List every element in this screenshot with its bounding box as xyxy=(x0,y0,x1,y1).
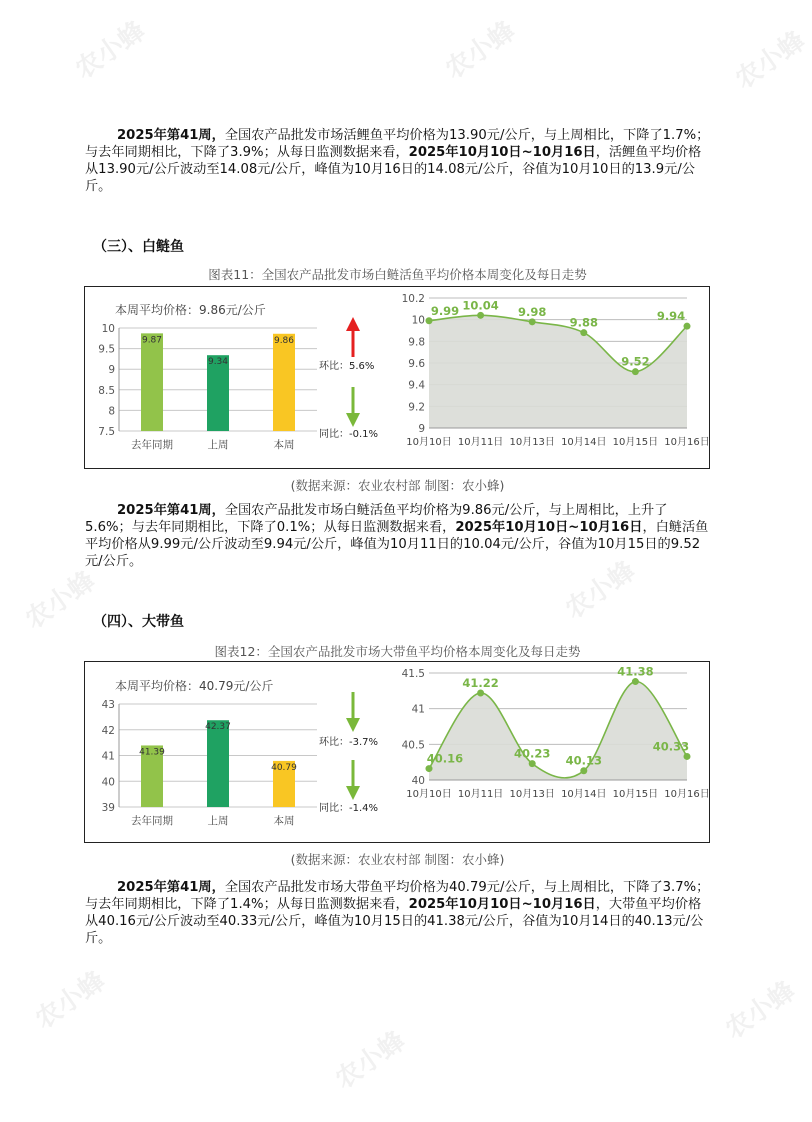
x-tick-label: 10月15日 xyxy=(612,789,659,800)
chart-box-silver-carp xyxy=(84,286,710,469)
x-tick-label: 10月16日 xyxy=(664,437,710,448)
x-tick-label: 10月15日 xyxy=(612,437,659,448)
y-tick-label: 42 xyxy=(101,724,115,737)
weekly-bar-chart xyxy=(85,662,391,842)
data-label: 40.16 xyxy=(426,751,464,766)
bar xyxy=(141,333,163,431)
data-point xyxy=(426,765,433,772)
data-label: 10.04 xyxy=(462,298,499,313)
weekly-bar-chart xyxy=(85,287,391,468)
date-range: 2025年10月10日~10月16日 xyxy=(455,520,643,535)
data-label: 40.13 xyxy=(565,753,602,768)
x-tick-label: 10月11日 xyxy=(457,789,504,800)
y-tick-label: 7.5 xyxy=(98,426,115,438)
paragraph-text: 全国农产品批发市场大带鱼平均价格为40.79元/公斤，与上周相比，下降了3.7%；与去年同期相比，下降了1.4%；从每日监测数据来看， xyxy=(85,880,710,912)
data-source: (数据来源：农业农村部 制图：农小蜂) xyxy=(290,852,505,867)
figure-caption: 图表12：全国农产品批发市场大带鱼平均价格本周变化及每日走势 xyxy=(214,644,581,659)
data-point xyxy=(684,323,691,330)
x-tick-label: 去年同期 xyxy=(131,815,173,827)
x-tick-label: 10月11日 xyxy=(457,437,504,448)
y-tick-label: 39 xyxy=(101,802,115,814)
bar-value-label: 9.87 xyxy=(141,335,163,346)
watermark: 农小蜂 xyxy=(559,555,641,626)
y-tick-label: 9.8 xyxy=(408,336,425,349)
watermark: 农小蜂 xyxy=(329,1025,411,1096)
carp-paragraph xyxy=(85,127,710,195)
watermark: 农小蜂 xyxy=(719,975,801,1046)
huanbi-label: 环比：5.6% xyxy=(319,361,375,372)
data-label: 40.23 xyxy=(514,746,551,761)
bar-value-label: 41.39 xyxy=(139,747,165,758)
x-tick-label: 10月13日 xyxy=(509,437,555,448)
data-point xyxy=(684,753,691,760)
tongbi-label: 同比：-0.1% xyxy=(319,429,379,440)
up-arrow-icon-head xyxy=(346,317,360,331)
paragraph-text: 全国农产品批发市场活鲤鱼平均价格为13.90元/公斤，与上周相比，下降了1.7%；与去年同期相比，下降了3.9%；从每日监测数据来看， xyxy=(85,128,710,160)
x-tick-label: 上周 xyxy=(207,439,229,451)
data-label: 41.38 xyxy=(617,664,654,679)
x-tick-label: 去年同期 xyxy=(131,439,173,451)
weekly-average-label: 本周平均价格：40.79元/公斤 xyxy=(115,679,274,693)
y-tick-label: 10 xyxy=(411,314,425,327)
data-point xyxy=(632,678,639,685)
x-tick-label: 10月14日 xyxy=(561,437,607,448)
data-source: (数据来源：农业农村部 制图：农小蜂) xyxy=(290,478,505,493)
data-label: 40.33 xyxy=(652,739,690,754)
data-point xyxy=(529,760,536,767)
section-heading-hairtail: （四）、大带鱼 xyxy=(93,614,184,630)
y-tick-label: 41.5 xyxy=(401,668,425,680)
watermark: 农小蜂 xyxy=(729,25,811,96)
y-tick-label: 9.5 xyxy=(98,343,115,356)
y-tick-label: 9 xyxy=(108,364,115,377)
weekly-average-label: 本周平均价格：9.86元/公斤 xyxy=(115,303,266,317)
bar-value-label: 40.79 xyxy=(271,762,297,773)
data-point xyxy=(477,689,484,696)
y-tick-label: 40 xyxy=(411,775,425,787)
x-tick-label: 10月16日 xyxy=(664,789,710,800)
data-point xyxy=(580,329,587,336)
area-fill xyxy=(426,681,690,780)
area-fill xyxy=(429,315,687,428)
x-tick-label: 本周 xyxy=(273,439,295,451)
data-point xyxy=(529,318,536,325)
paragraph-text: ，白鲢活鱼平均价格从9.99元/公斤波动至9.94元/公斤，峰值为10月11日的10.04元/公斤，谷值为10月15日的9.52元/公斤。 xyxy=(85,520,709,569)
y-tick-label: 40.5 xyxy=(401,739,425,752)
figure-caption: 图表11：全国农产品批发市场白鲢活鱼平均价格本周变化及每日走势 xyxy=(208,267,587,282)
week-lead: 2025年第41周， xyxy=(117,503,225,518)
x-tick-label: 本周 xyxy=(273,815,295,827)
y-tick-label: 9.4 xyxy=(408,379,425,392)
chart-box-hairtail xyxy=(84,661,710,843)
y-tick-label: 41 xyxy=(411,703,425,716)
y-tick-label: 40 xyxy=(101,776,115,789)
y-tick-label: 9.2 xyxy=(408,401,425,414)
week-lead: 2025年第41周， xyxy=(117,128,225,143)
watermark: 农小蜂 xyxy=(439,15,521,86)
silver-carp-paragraph xyxy=(85,502,710,570)
x-tick-label: 10月13日 xyxy=(509,789,555,800)
watermark: 农小蜂 xyxy=(19,565,101,636)
hairtail-paragraph xyxy=(85,879,710,947)
y-tick-label: 10 xyxy=(101,323,115,335)
x-tick-label: 上周 xyxy=(207,815,229,827)
daily-trend-chart xyxy=(391,287,709,468)
week-lead: 2025年第41周， xyxy=(117,880,225,895)
bar-value-label: 9.86 xyxy=(273,335,295,346)
data-label: 41.22 xyxy=(462,675,499,690)
y-tick-label: 10.2 xyxy=(401,293,425,305)
data-point xyxy=(580,767,587,774)
daily-trend-chart xyxy=(391,662,709,842)
bar xyxy=(207,720,229,807)
section-heading-silver-carp: （三）、白鲢鱼 xyxy=(93,239,184,255)
paragraph-text: ，活鲤鱼平均价格从13.90元/公斤波动至14.08元/公斤，峰值为10月16日的14.08元/公斤，谷值为10月10日的13.9元/公斤。 xyxy=(85,145,702,194)
y-tick-label: 8.5 xyxy=(98,384,115,397)
data-point xyxy=(426,317,433,324)
date-range: 2025年10月10日~10月16日 xyxy=(408,897,596,912)
data-label: 9.98 xyxy=(518,304,547,319)
data-point xyxy=(632,368,639,375)
down-arrow-icon-head xyxy=(346,718,360,732)
watermark: 农小蜂 xyxy=(69,15,151,86)
date-range: 2025年10月10日~10月16日 xyxy=(408,145,596,160)
huanbi-label: 环比：-3.7% xyxy=(319,737,379,748)
x-tick-label: 10月14日 xyxy=(561,789,607,800)
y-tick-label: 43 xyxy=(101,699,115,711)
data-label: 9.94 xyxy=(656,309,686,324)
y-tick-label: 8 xyxy=(108,405,115,418)
data-label: 9.52 xyxy=(621,354,650,369)
y-tick-label: 9.6 xyxy=(408,358,425,370)
down-arrow-icon-head xyxy=(346,413,360,427)
x-tick-label: 10月10日 xyxy=(406,437,452,448)
x-tick-label: 10月10日 xyxy=(406,789,452,800)
down-arrow-icon-head xyxy=(346,786,360,800)
paragraph-text: 全国农产品批发市场白鲢活鱼平均价格为9.86元/公斤，与上周相比，上升了5.6%；与去年同期相比，下降了0.1%；从每日监测数据来看， xyxy=(85,503,668,535)
bar-value-label: 9.34 xyxy=(207,357,229,368)
watermark: 农小蜂 xyxy=(29,965,111,1036)
data-label: 9.88 xyxy=(569,315,598,330)
y-tick-label: 9 xyxy=(418,423,425,435)
paragraph-text: ，大带鱼平均价格从40.16元/公斤波动至40.33元/公斤，峰值为10月15日的41.38元/公斤，谷值为10月14日的40.13元/公斤。 xyxy=(85,897,704,946)
data-label: 9.99 xyxy=(430,303,460,318)
tongbi-label: 同比：-1.4% xyxy=(319,803,379,814)
data-point xyxy=(477,312,484,319)
bar-value-label: 42.37 xyxy=(205,722,231,733)
y-tick-label: 41 xyxy=(101,750,115,763)
bar xyxy=(273,334,295,431)
